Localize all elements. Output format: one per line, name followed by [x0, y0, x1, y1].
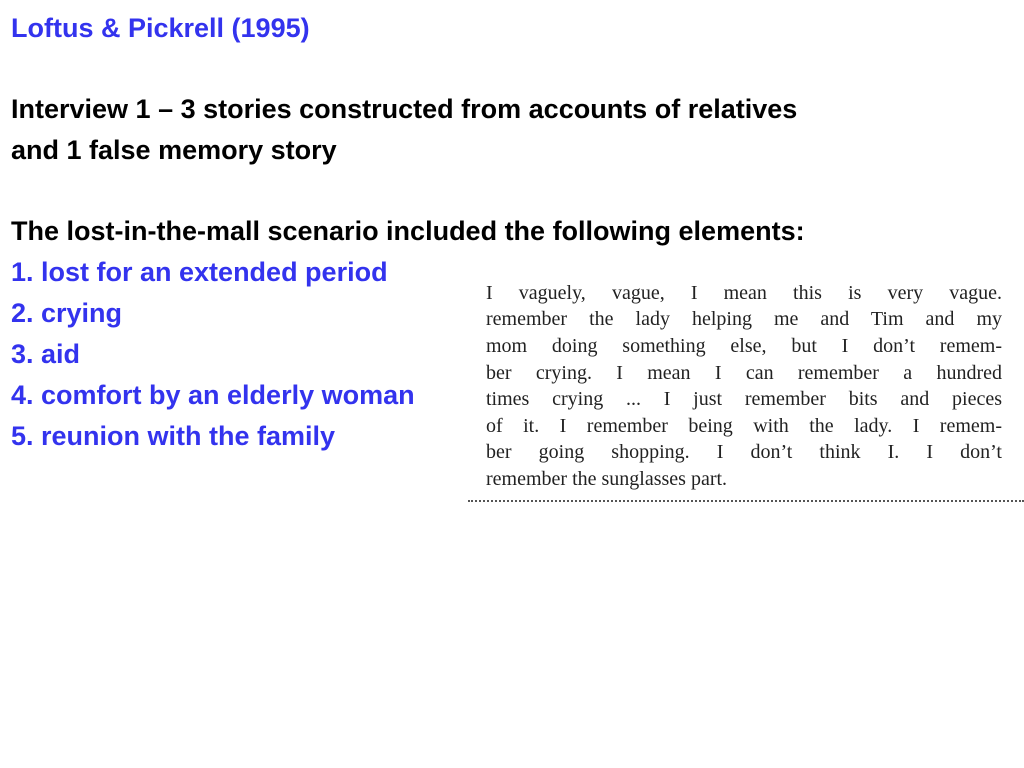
- quote-line: I vaguely, vague, I mean this is very vague.: [486, 282, 1002, 304]
- quote-line: remember the lady helping me and Tim and my: [486, 308, 1002, 330]
- slide-title: Loftus & Pickrell (1995): [11, 13, 310, 43]
- quote-line: ber crying. I mean I can remember a hundred: [486, 362, 1002, 384]
- quote-line: ber going shopping. I don’t think I. I don’t: [486, 441, 1002, 463]
- scenario-intro: The lost-in-the-mall scenario included the following elements:: [11, 216, 805, 246]
- interview-paragraph: [11, 89, 797, 171]
- list-item: 3. aid: [11, 339, 81, 369]
- scenario-elements-list: [11, 252, 415, 457]
- quote-line: mom doing something else, but I don’t remem-: [486, 335, 1002, 357]
- quote-line: remember the sunglasses part.: [486, 468, 728, 490]
- scan-cut-edge: [468, 500, 1024, 505]
- list-item: 5. reunion with the family: [11, 421, 336, 451]
- quote-excerpt-image: [468, 257, 1024, 505]
- quote-line: times crying ... I just remember bits and pieces: [486, 388, 1002, 410]
- list-item: 2. crying: [11, 298, 123, 328]
- list-item: 4. comfort by an elderly woman: [11, 380, 415, 410]
- interview-line-1: Interview 1 – 3 stories constructed from accounts of relatives: [11, 94, 798, 124]
- list-item: 1. lost for an extended period: [11, 257, 388, 287]
- interview-line-2: and 1 false memory story: [11, 135, 337, 165]
- quote-line: of it. I remember being with the lady. I remem-: [486, 415, 1002, 437]
